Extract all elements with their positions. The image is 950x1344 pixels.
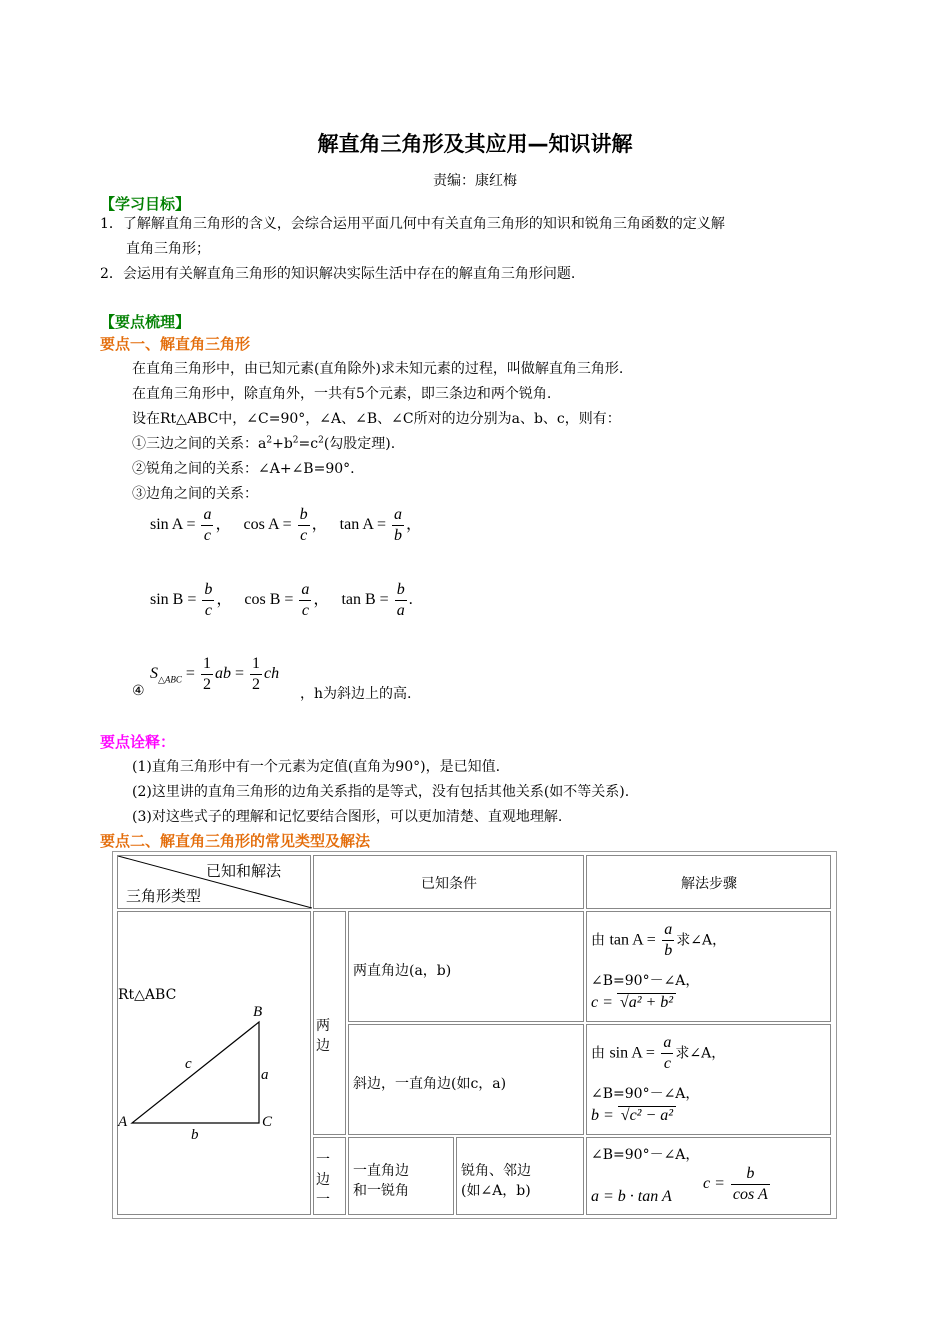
header-triangle-type: 三角形类型 — [126, 887, 202, 905]
row2-condition — [348, 1024, 584, 1135]
right-triangle-figure — [118, 912, 312, 1216]
goal-item-1-cont: 直角三角形； — [126, 241, 210, 257]
row3-step-2: a = b · tan A — [591, 1188, 672, 1205]
goal-item-2: 2．会运用有关解直角三角形的知识解决实际生活中存在的解直角三角形问题. — [100, 266, 576, 282]
formulas-angle-a — [150, 505, 422, 546]
row3-condition-line1: 一直角边 — [353, 1163, 409, 1179]
row2-step-2: ∠B=90°－∠A， — [591, 1086, 700, 1102]
row1-condition-text: 两直角边(a，b) — [353, 963, 452, 979]
row1-step-3: c = √a² + b² — [591, 994, 676, 1012]
row3-condition — [348, 1137, 454, 1215]
row3-step-3: c = $\frac{b}{\text{cos A}}$ — [703, 1165, 768, 1203]
triangle-label: Rt△ABC — [118, 987, 177, 1003]
relation-3: ③边角之间的关系： — [132, 486, 258, 502]
row3-subcondition-line2: (如∠A，b) — [461, 1183, 531, 1199]
point2-heading: 要点二、解直角三角形的常见类型及解法 — [100, 832, 371, 850]
relation-2: ②锐角之间的关系：∠A+∠B=90°. — [132, 461, 355, 477]
vertex-A-label: A — [118, 1114, 128, 1130]
triangle-figure-cell — [117, 911, 311, 1215]
row2-step-3: b = √c² − a² — [591, 1107, 676, 1125]
point1-para-3: 设在Rt△ABC中，∠C=90°，∠A、∠B、∠C所对的边分别为a、b、c，则有： — [132, 411, 621, 427]
group-one-side-one-label: 一边一 — [316, 1152, 330, 1208]
row1-steps — [586, 911, 831, 1022]
author-line: 责编：康红梅 — [433, 173, 517, 189]
header-diagonal-cell — [117, 855, 311, 909]
formula-sinA: sin A = $\frac{a}{c}$ ， — [150, 506, 232, 544]
point1-para-2: 在直角三角形中，除直角外，一共有5个元素，即三条边和两个锐角. — [132, 386, 552, 402]
side-c-label: c — [185, 1056, 192, 1072]
formula-tanB: tan B = $\frac{b}{a}$ . — [341, 581, 413, 619]
group-two-sides — [313, 911, 346, 1135]
row3-subcondition — [456, 1137, 584, 1215]
row2-steps — [586, 1024, 831, 1135]
relation-4-num: ④ — [132, 683, 145, 699]
formula-cosB: cos B = $\frac{a}{c}$ ， — [244, 581, 330, 619]
page-title: 解直角三角形及其应用—知识讲解 — [317, 132, 633, 156]
header-known-and-method: 已知和解法 — [206, 862, 282, 880]
point1-para-1: 在直角三角形中，由已知元素(直角除外)求未知元素的过程，叫做解直角三角形. — [132, 361, 624, 377]
relation-1: ①三边之间的关系：$a^2+b^2=c^2$(勾股定理). — [132, 435, 396, 452]
goal-item-1: 1．了解解直角三角形的含义，会综合运用平面几何中有关直角三角形的知识和锐角三角函数的定义解 — [100, 216, 725, 232]
header-solution-steps — [586, 855, 831, 909]
row3-steps — [586, 1137, 831, 1215]
note-3: (3)对这些式子的理解和记忆要结合图形，可以更加清楚、直观地理解. — [132, 809, 563, 825]
row1-step-1: 由 tan A = $\frac{a}{b}$ 求∠A， — [591, 921, 727, 959]
row2-condition-text: 斜边，一直角边(如c，a) — [353, 1076, 507, 1092]
notes-heading: 要点诠释： — [100, 733, 176, 751]
side-b-label: b — [191, 1127, 199, 1143]
goals-heading: 【学习目标】 — [100, 195, 191, 213]
header-col2-label: 已知条件 — [421, 876, 477, 892]
group-one-side-one — [313, 1137, 346, 1215]
row3-subcondition-line1: 锐角、邻边 — [461, 1163, 531, 1179]
note-2: (2)这里讲的直角三角形的边角关系指的是等式，没有包括其他关系(如不等关系). — [132, 784, 630, 800]
formula-tanA: tan A = $\frac{a}{b}$ ， — [339, 506, 423, 544]
vertex-B-label: B — [253, 1004, 263, 1020]
row2-step-1: 由 sin A = $\frac{a}{c}$ 求∠A， — [591, 1034, 726, 1072]
formula-cosA: cos A = $\frac{b}{c}$ ， — [243, 506, 328, 544]
side-a-label: a — [261, 1067, 269, 1083]
header-col3-label: 解法步骤 — [681, 876, 737, 892]
row1-condition — [348, 911, 584, 1022]
summary-heading: 【要点梳理】 — [100, 313, 191, 331]
relation-4-note: ，h为斜边上的高. — [300, 686, 412, 702]
formulas-angle-b — [150, 580, 413, 621]
vertex-C-label: C — [262, 1114, 273, 1130]
row3-step-1: ∠B=90°－∠A， — [591, 1147, 700, 1163]
row3-condition-line2: 和一锐角 — [353, 1183, 409, 1199]
group-two-sides-label: 两边 — [316, 1018, 330, 1054]
note-1: (1)直角三角形中有一个元素为定值(直角为90°)，是已知值. — [132, 759, 501, 775]
point1-heading: 要点一、解直角三角形 — [100, 335, 251, 353]
header-known-conditions — [313, 855, 584, 909]
formula-sinB: sin B = $\frac{b}{c}$ ， — [150, 581, 233, 619]
formula-area: $S_{\triangle ABC}$ = $\frac{1}{2}$ ab = $\frac{1}{2}$ ch — [150, 655, 280, 693]
row1-step-2: ∠B=90°－∠A， — [591, 973, 700, 989]
